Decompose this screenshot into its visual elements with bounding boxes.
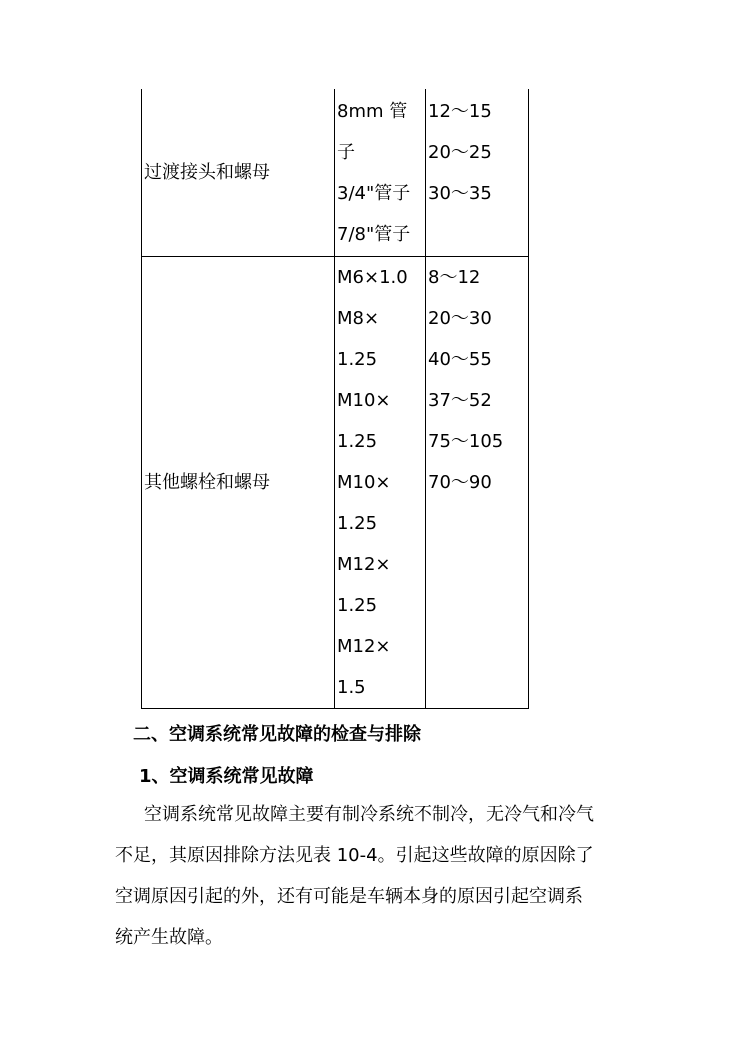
spec-line: 1.25 xyxy=(337,513,378,534)
table-row-label: 其他螺栓和螺母 xyxy=(144,472,270,493)
value-line: 30～35 xyxy=(428,183,492,204)
subsection-heading: 1、空调系统常见故障 xyxy=(139,766,314,787)
table-row-specs xyxy=(337,257,408,708)
body-paragraph xyxy=(115,794,645,958)
table-divider-col1 xyxy=(334,89,335,709)
spec-line: M6×1.0 xyxy=(337,267,408,288)
value-line: 20～25 xyxy=(428,142,492,163)
spec-line: M10× xyxy=(337,390,391,411)
value-line: 8～12 xyxy=(428,267,481,288)
table-row-values xyxy=(428,91,492,214)
spec-line: 子 xyxy=(337,142,355,163)
paragraph-line: 空调系统常见故障主要有制冷系统不制冷，无冷气和冷气 xyxy=(144,804,594,825)
table-row-specs xyxy=(337,91,410,255)
value-line: 37～52 xyxy=(428,390,492,411)
paragraph-line: 不足，其原因排除方法见表 10-4。引起这些故障的原因除了 xyxy=(115,845,594,866)
spec-line: 3/4"管子 xyxy=(337,183,411,204)
table-row-values xyxy=(428,257,503,503)
spec-line: M12× xyxy=(337,636,391,657)
section-heading: 二、空调系统常见故障的检查与排除 xyxy=(133,724,421,745)
spec-line: 1.25 xyxy=(337,349,378,370)
paragraph-line: 空调原因引起的外，还有可能是车辆本身的原因引起空调系 xyxy=(115,886,583,907)
value-line: 20～30 xyxy=(428,308,492,329)
spec-line: M8× xyxy=(337,308,380,329)
table-border-right xyxy=(528,89,529,709)
paragraph-line: 统产生故障。 xyxy=(115,927,223,948)
spec-line: 8mm 管 xyxy=(337,101,408,122)
spec-line: 1.5 xyxy=(337,677,366,698)
spec-line: 1.25 xyxy=(337,431,378,452)
table-border-left xyxy=(141,89,142,709)
value-line: 40～55 xyxy=(428,349,492,370)
value-line: 75～105 xyxy=(428,431,504,452)
spec-line: M10× xyxy=(337,472,391,493)
table-divider-col2 xyxy=(425,89,426,709)
table-row-label: 过渡接头和螺母 xyxy=(144,162,270,183)
value-line: 70～90 xyxy=(428,472,492,493)
table-border-bottom xyxy=(141,708,529,709)
spec-line: 7/8"管子 xyxy=(337,224,411,245)
value-line: 12～15 xyxy=(428,101,492,122)
spec-line: 1.25 xyxy=(337,595,378,616)
spec-line: M12× xyxy=(337,554,391,575)
